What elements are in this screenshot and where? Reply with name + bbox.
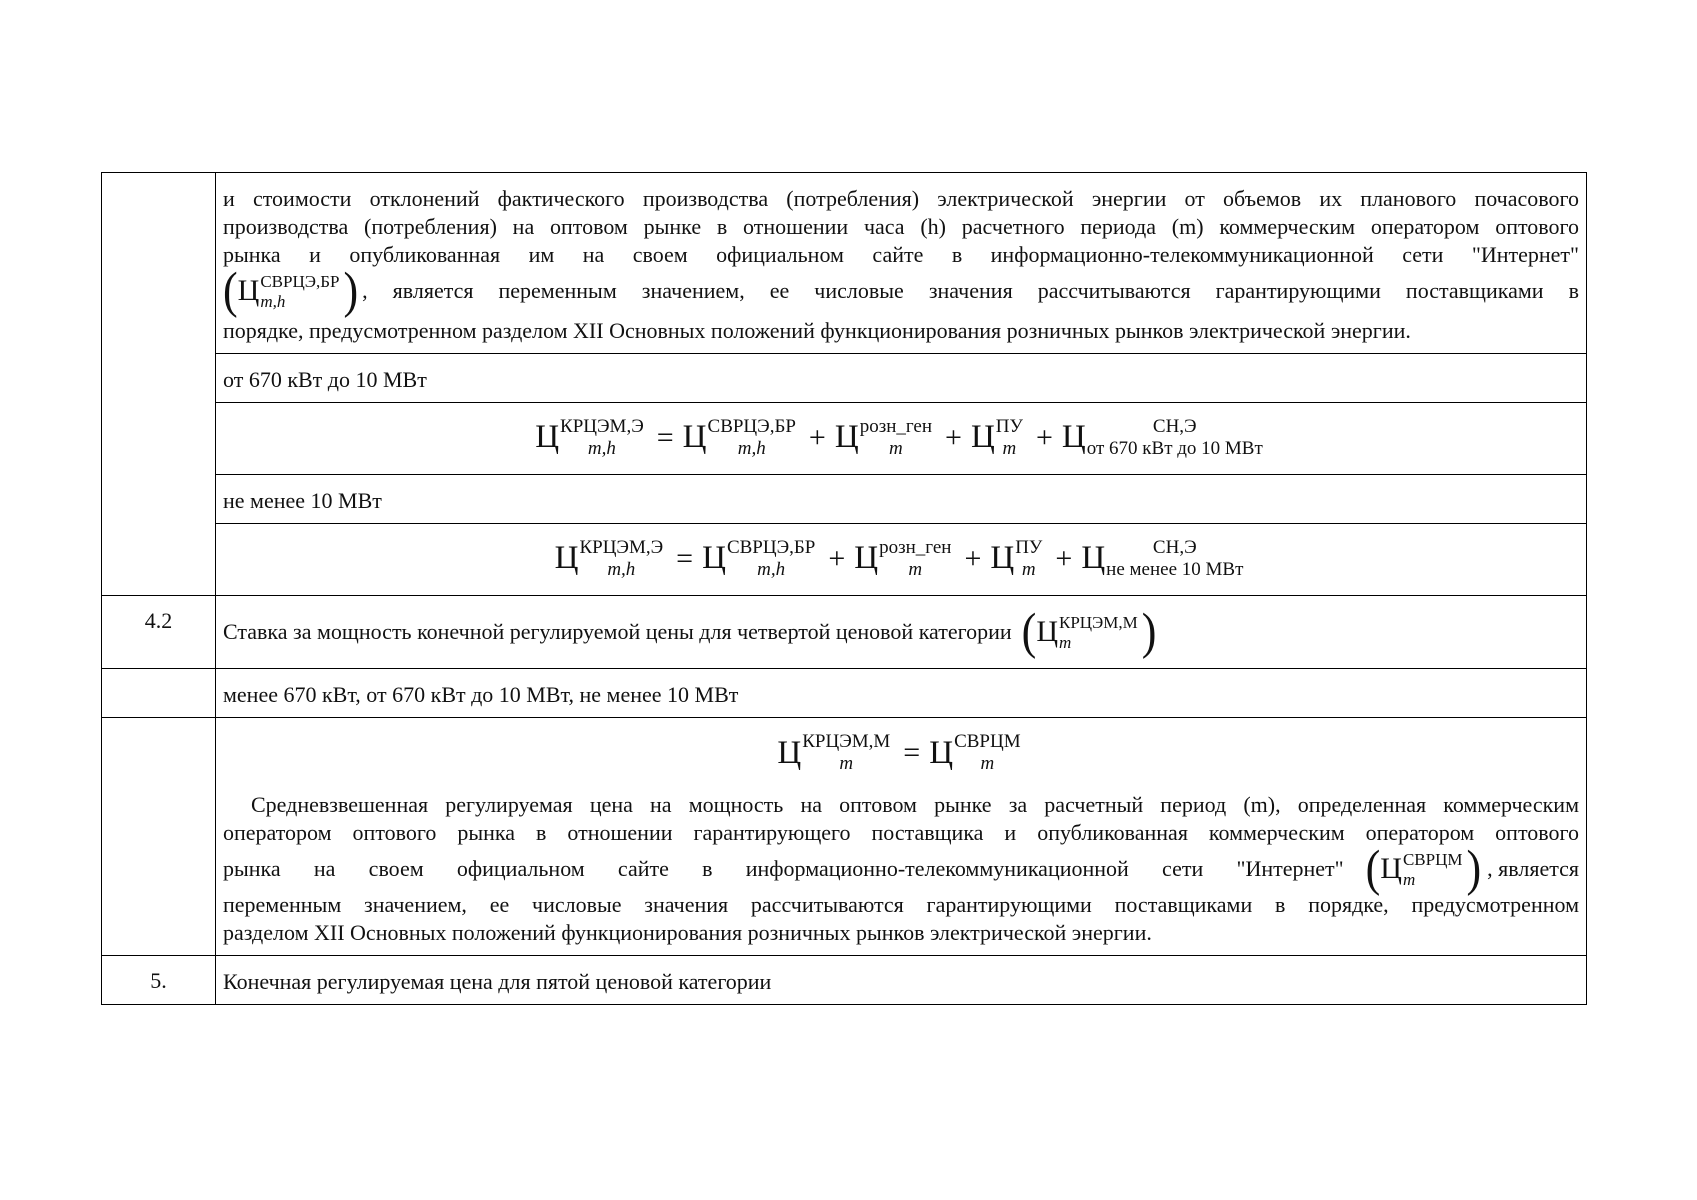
right-paren: )	[1141, 603, 1157, 660]
right-paren: )	[343, 262, 359, 319]
paragraph-line: рынка и опубликованная им на своем официальном сайте в информационно-телекоммуникационной сети "Интернет"	[223, 242, 1579, 267]
equals-sign: =	[656, 420, 674, 454]
left-paren: (	[1365, 840, 1381, 897]
paragraph-line: Средневзвешенная регулируемая цена на мощность на оптовом рынке за расчетный период (m), определенная коммерческим	[251, 792, 1579, 817]
price-symbol: Ц	[237, 274, 260, 307]
formula-superscript: СВРЦЭ,БР	[707, 416, 796, 437]
formula-superscript: СВРЦЭ,БР	[726, 537, 816, 558]
paragraph-line: переменным значением, ее числовые значения рассчитываются гарантирующими поставщиками в порядке, предусмотренном	[223, 892, 1579, 917]
equals-sign: =	[676, 541, 694, 575]
formula	[555, 538, 1248, 579]
paragraph-line: и стоимости отклонений фактического производства (потребления) электрической энергии от объемов их планового почасового	[223, 186, 1579, 211]
row-number-cell	[102, 718, 216, 956]
price-symbol: Ц	[1061, 419, 1086, 455]
formula-subscript: m	[839, 753, 854, 774]
formula-subscript: m	[980, 753, 995, 774]
formula-subscript: m,h	[607, 559, 636, 580]
table-row	[102, 669, 1587, 718]
price-symbol: Ц	[970, 419, 995, 455]
price-symbol: Ц	[1380, 852, 1402, 885]
price-symbol: Ц	[535, 419, 560, 455]
price-symbol: Ц	[1036, 615, 1058, 648]
formula-superscript: ПУ	[1015, 537, 1043, 558]
row-number: 4.2	[144, 608, 173, 633]
formula-cell	[216, 403, 1587, 475]
table-row	[102, 475, 1587, 524]
price-symbol: Ц	[929, 734, 954, 771]
tariff-table	[101, 172, 1587, 1005]
plus-sign: +	[808, 420, 826, 454]
formula-superscript: ПУ	[995, 416, 1023, 437]
formula	[535, 417, 1267, 458]
inline-formula	[223, 262, 359, 319]
formula-subscript: m,h	[587, 438, 616, 459]
formula-subscript: m	[1402, 869, 1416, 889]
table-row	[102, 354, 1587, 403]
formula-superscript: КРЦЭМ,Э	[560, 416, 644, 437]
paragraph-line-with-formula	[223, 603, 1579, 660]
paragraph-line-with-formula	[223, 262, 1579, 319]
formula-cell	[216, 524, 1587, 596]
text-cell	[216, 718, 1587, 956]
inline-formula	[1365, 840, 1482, 897]
row-number: 5.	[150, 968, 167, 993]
formula-superscript: КРЦЭМ,М	[1058, 612, 1138, 632]
text-cell	[216, 173, 1587, 354]
price-symbol: Ц	[554, 540, 579, 576]
left-paren: (	[1021, 603, 1037, 660]
paragraph-line: порядке, предусмотренном разделом XII Основных положений функционирования розничных рынков электрической энергии.	[223, 318, 1411, 343]
price-symbol: Ц	[990, 540, 1015, 576]
paragraph-line: разделом XII Основных положений функционирования розничных рынков электрической энергии.	[223, 920, 1152, 945]
price-symbol: Ц	[854, 540, 879, 576]
text-cell: от 670 кВт до 10 МВт	[216, 354, 1587, 403]
formula-subscript: от 670 кВт до 10 МВт	[1086, 438, 1263, 459]
right-paren: )	[1466, 840, 1482, 897]
price-symbol: Ц	[834, 419, 859, 455]
formula-subscript: m,h	[737, 438, 766, 459]
formula-superscript: розн_ген	[859, 416, 933, 437]
paragraph-line: оператором оптового рынка в отношении гарантирующего поставщика и опубликованная коммерческим оператором оптового	[223, 820, 1579, 845]
table-row	[102, 956, 1587, 1005]
formula-subscript: не менее 10 МВт	[1106, 559, 1244, 580]
left-paren: (	[223, 262, 238, 319]
formula-superscript: КРЦЭМ,М	[802, 731, 891, 752]
price-symbol: Ц	[777, 734, 802, 771]
inline-formula	[1021, 603, 1157, 660]
plus-sign: +	[964, 541, 982, 575]
formula-subscript: m	[1021, 559, 1036, 580]
formula-superscript: СН,Э	[1152, 416, 1197, 437]
price-symbol: Ц	[1081, 540, 1106, 576]
formula-subscript: m	[888, 438, 903, 459]
text-cell: Конечная регулируемая цена для пятой ценовой категории	[216, 956, 1587, 1005]
formula-subscript: m,h	[757, 559, 786, 580]
table-row	[102, 596, 1587, 669]
table-row	[102, 524, 1587, 596]
price-symbol: Ц	[682, 419, 707, 455]
paragraph-line: производства (потребления) на оптовом рынке в отношении часа (h) расчетного периода (m) коммерческим оператором оптового	[223, 214, 1579, 239]
paragraph-text: Ставка за мощность конечной регулируемой цены для четвертой ценовой категории	[223, 619, 1012, 644]
text-cell: менее 670 кВт, от 670 кВт до 10 МВт, не менее 10 МВт	[216, 669, 1587, 718]
formula-subscript: m,h	[260, 291, 286, 311]
plus-sign: +	[828, 541, 846, 575]
table-row	[102, 403, 1587, 475]
table-row	[102, 173, 1587, 354]
formula	[777, 732, 1024, 773]
formula-superscript: СВРЦМ	[1402, 849, 1463, 869]
row-number-cell	[102, 669, 216, 718]
formula-subscript: m	[1058, 632, 1072, 652]
row-number-cell	[102, 956, 216, 1005]
paragraph-text: рынка на своем официальном сайте в информационно-телекоммуникационной сети "Интернет"	[223, 856, 1344, 881]
plus-sign: +	[945, 420, 962, 454]
price-symbol: Ц	[702, 540, 726, 576]
text-cell	[216, 596, 1587, 669]
row-number-cell	[102, 596, 216, 669]
formula-superscript: КРЦЭМ,Э	[579, 537, 664, 558]
paragraph-line-with-formula	[223, 840, 1579, 897]
formula-superscript: СВРЦЭ,БР	[260, 271, 340, 291]
equals-sign: =	[903, 735, 921, 769]
formula-subscript: m	[1002, 438, 1017, 459]
paragraph-text: , является переменным значением, ее числовые значения рассчитываются гарантирующими поставщиками в	[362, 278, 1579, 303]
table-row	[102, 718, 1587, 956]
formula-subscript: m	[908, 559, 923, 580]
text-cell: не менее 10 МВт	[216, 475, 1587, 524]
row-number-cell	[102, 173, 216, 596]
plus-sign: +	[1035, 420, 1053, 454]
plus-sign: +	[1055, 541, 1073, 575]
formula-superscript: СВРЦМ	[954, 731, 1021, 752]
formula-block	[223, 730, 1579, 791]
paragraph-text: , является	[1487, 856, 1579, 881]
formula-superscript: СН,Э	[1152, 537, 1197, 558]
formula-superscript: розн_ген	[879, 537, 952, 558]
